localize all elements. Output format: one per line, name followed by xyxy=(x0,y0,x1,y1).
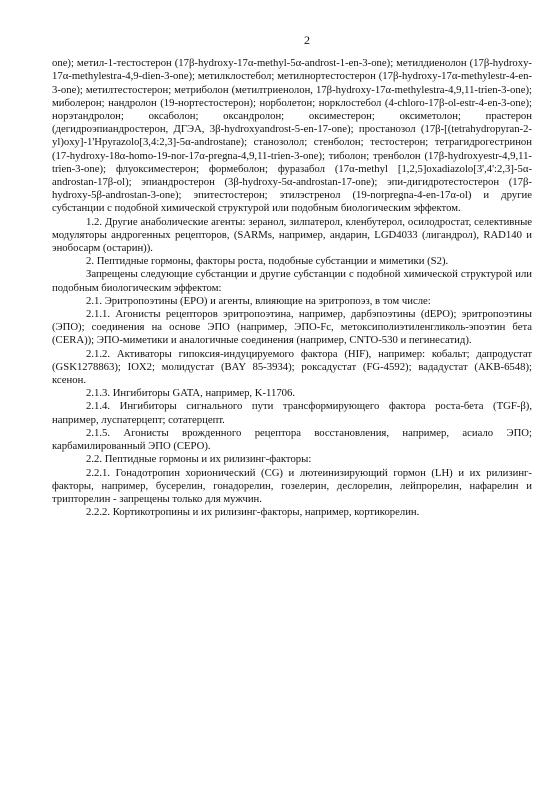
paragraph-2-2-2: 2.2.2. Кортикотропины и их рилизинг-факторы, например, кортикорелин. xyxy=(86,506,420,519)
page-number: 2 xyxy=(304,33,310,47)
paragraph-2-1-1: 2.1.1. Агонисты рецепторов эритропоэтина, например, дарбэпоэтины (dEPO); эритропоэтины (ЭПО); соединения на основе ЭПО (например, ЭПО-Fc, метоксиполиэтиленгликоль-эпоэтин бета (CERA)); ЭПО-миметики и аналогичные соединения (например, CNTO-530 и пегинесатид). xyxy=(52,308,532,347)
paragraph-anabolic-steroids-list: one); метил-1-тестостерон (17β-hydroxy-17α-methyl-5α-androst-1-en-3-one); метилдиенолон (17β-hydroxy-17α-methylestra-4,9-dien-3-one); метилклостебол; метилнортестостерон (17β-hydroxy-17α-methylestr-4-en-3-one); метилтестостерон; метриболон (метилтриенолон, 17β-hydroxy-17α-methylestra-4,9,11-trien-3-one); миболерон; нандролон (19-нортестостерон); норболетон; норклостебол (4-chloro-17β-ol-estr-4-en-3-one); норэтандролон; оксаболон; оксандролон; оксиместерон; оксиметолон; прастерон (дегидроэпиандростерон, ДГЭА, 3β-hydroxyandrost-5-en-17-one); простанозол (17β-[(tetrahydropyran-2-yl)oxy]-1'Hpyrazolo[3,4:2,3]-5α-androstane); станозолол; стенболон; тестостерон; тетрагидрогестринон (17-hydroxy-18α-homo-19-nor-17α-pregna-4,9,11-trien-3-one); тиболон; тренболон (17β-hydroxyestr-4,9,11-trien-3-one); флуоксиместерон; формеболон; фуразабол (17α-methyl [1,2,5]oxadiazolo[3',4':2,3]-5α-androstan-17β-ol); эпиандростерон (3β-hydroxy-5α-androstan-17-one); эпи-дигидротестостерон (17β-hydroxy-5β-androstan-3-one); эпитестостерон; этилэстренол (19-norpregna-4-en-17α-ol) и другие субстанции с подобной химической структурой или подобным биологическим эффектом. xyxy=(52,57,532,215)
paragraph-2-1-2: 2.1.2. Активаторы гипоксия-индуцируемого фактора (HIF), например: кобальт; дапродустат (GSK1278863); IOX2; молидустат (BAY 85-3934); роксадустат (FG-4592); вададустат (AKB-6548); ксенон. xyxy=(52,347,532,387)
paragraph-2-2: 2.2. Пептидные гормоны и их рилизинг-факторы: xyxy=(86,453,312,466)
paragraph-1-2: 1.2. Другие анаболические агенты: зеранол, зилпатерол, кленбутерол, осилодростат, селективные модуляторы андрогенных рецепторов, (SARMs, например, андарин, LGD4033 (лигандрол), RAD140 и энобосарм (остарин)). xyxy=(52,215,532,255)
paragraph-2-heading: 2. Пептидные гормоны, факторы роста, подобные субстанции и миметики (S2). xyxy=(86,255,449,268)
paragraph-2-1-3: 2.1.3. Ингибиторы GATA, например, K-11706. xyxy=(86,387,296,400)
paragraph-prohibited-intro: Запрещены следующие субстанции и другие субстанции с подобной химической структурой или подобным биологическим эффектом: xyxy=(52,268,532,294)
paragraph-2-2-1: 2.2.1. Гонадотропин хорионический (CG) и лютеинизирующий гормон (LH) и их рилизинг-факторы, например, бусерелин, гонадорелин, гозелерин, деслорелин, лейпрорелин, нафарелин и трипторелин - запрещены только для мужчин. xyxy=(52,466,532,505)
paragraph-2-1: 2.1. Эритропоэтины (ЕРО) и агенты, влияющие на эритропоэз, в том числе: xyxy=(86,294,431,307)
paragraph-2-1-4: 2.1.4. Ингибиторы сигнального пути трансформирующего фактора роста-бета (TGF-β), например, луспатерцепт; сотатерцепт. xyxy=(52,400,532,426)
paragraph-2-1-5: 2.1.5. Агонисты врожденного рецептора восстановления, например, асиало ЭПО; карбамилированный ЭПО (СЕРО). xyxy=(52,426,532,453)
